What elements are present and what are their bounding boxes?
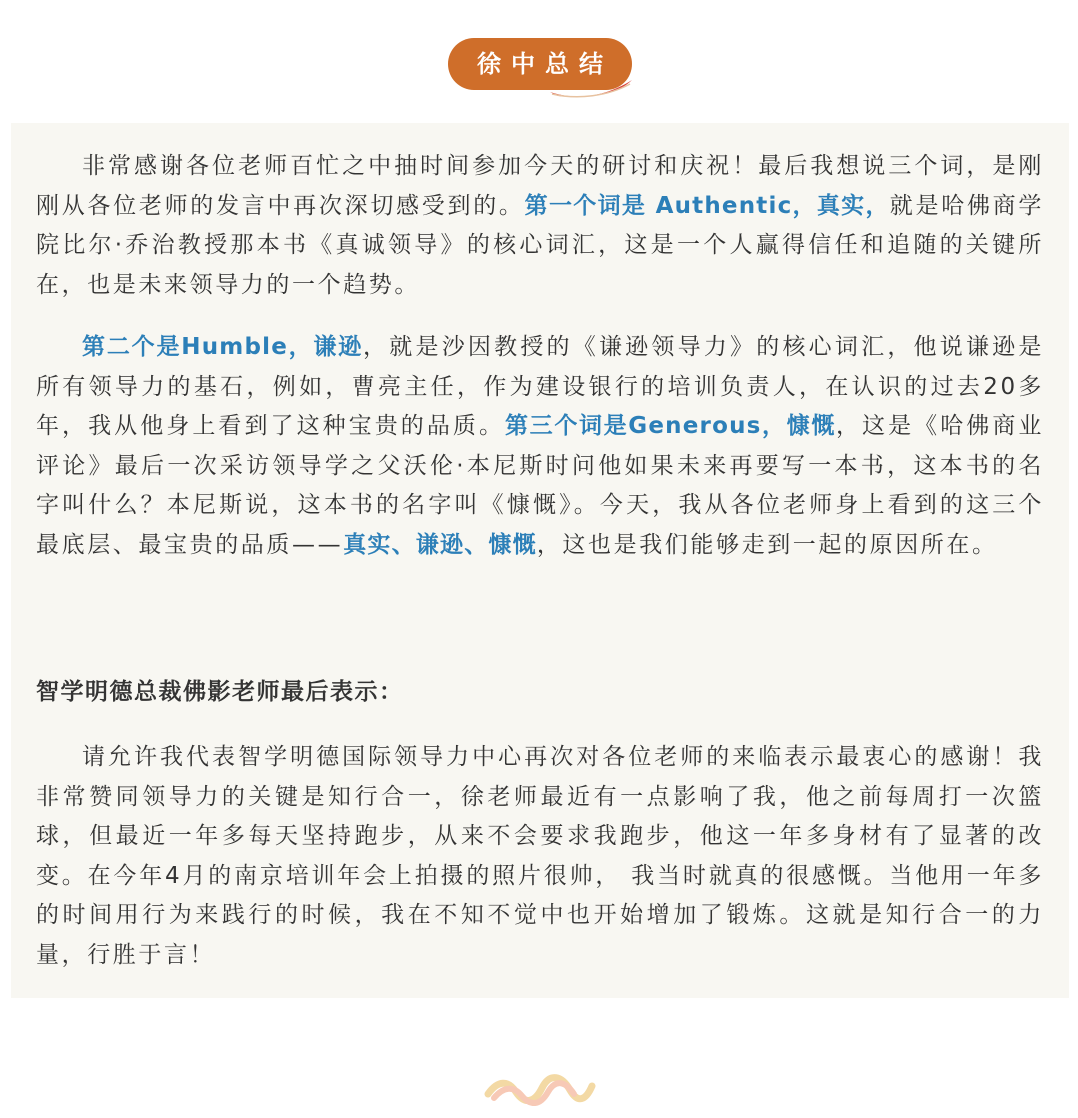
paragraph-1 bbox=[36, 147, 1044, 305]
p2-text-b: ，这是《哈佛商业评论》最后一次采访领导学之父沃伦·本尼斯时问他如果未来再要写一本书，这本书的名字叫什么？本尼斯说，这本书的名字叫《慷慨》。今天，我从各位老师身上看到的这三个最底层、最宝贵的品质—— bbox=[36, 413, 1044, 558]
p1-text-a: 非常感谢各位老师百忙之中抽时间参加今天的研讨和庆祝！最后我想说三个词，是刚刚从各位老师的发言中再次深切感受到的。 bbox=[36, 153, 1044, 219]
wavy-stripes-icon bbox=[482, 1070, 596, 1106]
p2-highlight-three-words: 真实、谦逊、慷慨 bbox=[343, 531, 537, 558]
p1-text-b: 就是哈佛商学院比尔·乔治教授那本书《真诚领导》的核心词汇，这是一个人赢得信任和追随的关键所在，也是未来领导力的一个趋势。 bbox=[36, 192, 1044, 298]
paragraph-2 bbox=[36, 328, 1044, 565]
paragraph-4: 请允许我代表智学明德国际领导力中心再次对各位老师的来临表示最衷心的感谢！我非常赞同领导力的关键是知行合一，徐老师最近有一点影响了我，他之前每周打一次篮球，但最近一年多每天坚持跑步，从来不会要求我跑步，他这一年多身材有了显著的改变。在今年4月的南京培训年会上拍摄的照片很帅， 我当时就真的很感慨。当他用一年多的时间用行为来践行的时候，我在不知不觉中也开始增加了锻炼。这就是知行合一的力量，行胜于言！ bbox=[36, 744, 1044, 968]
content-card bbox=[11, 123, 1069, 998]
p2-text-a: ，就是沙因教授的《谦逊领导力》的核心词汇，他说谦逊是所有领导力的基石，例如，曹亮主任，作为建设银行的培训负责人，在认识的过去20多年，我从他身上看到了这种宝贵的品质。 bbox=[36, 334, 1044, 439]
ribbon-swoosh-icon bbox=[548, 78, 634, 100]
p2-text-c: ，这也是我们能够走到一起的原因所在。 bbox=[536, 531, 998, 558]
speaker-heading: 智学明德总裁佛影老师最后表示： bbox=[36, 679, 404, 705]
p2-highlight-humble: 第二个是Humble，谦逊 bbox=[82, 334, 364, 360]
p1-highlight-authentic: 第一个词是 Authentic，真实， bbox=[524, 192, 890, 219]
section-title: 徐中总结 bbox=[477, 50, 613, 78]
section-header bbox=[0, 38, 1078, 100]
p2-highlight-generous: 第三个词是Generous，慷慨 bbox=[505, 413, 836, 439]
